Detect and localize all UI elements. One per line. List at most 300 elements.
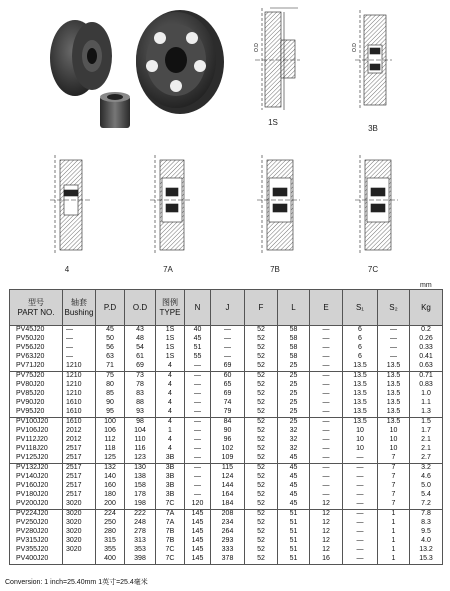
table-cell: 3020 <box>63 546 96 555</box>
table-cell: 52 <box>245 519 278 528</box>
table-cell: 6 <box>343 353 378 362</box>
table-cell: — <box>310 326 343 336</box>
table-cell: 2517 <box>63 445 96 454</box>
column-header-en: L <box>291 302 296 312</box>
section-7c <box>355 155 398 255</box>
section-7a <box>150 155 192 255</box>
table-cell: 1S <box>156 335 185 344</box>
table-cell: PV400J20 <box>10 555 63 565</box>
table-cell: 2517 <box>63 473 96 482</box>
table-cell: 6 <box>343 326 378 336</box>
table-cell: 80 <box>96 381 125 390</box>
table-row <box>10 519 443 528</box>
table-cell: 52 <box>245 418 278 428</box>
table-cell: 51 <box>278 537 310 546</box>
table-cell: 160 <box>96 482 125 491</box>
table-cell: 222 <box>125 510 156 520</box>
table-cell: 4 <box>156 399 185 408</box>
table-cell: 55 <box>185 353 211 362</box>
table-cell: 52 <box>245 510 278 520</box>
table-row <box>10 372 443 382</box>
table-cell: 52 <box>245 362 278 372</box>
table-cell: 52 <box>245 528 278 537</box>
table-cell: 2012 <box>63 436 96 445</box>
table-cell: 110 <box>125 436 156 445</box>
table-cell: PV112J20 <box>10 436 63 445</box>
column-header-en: Kg <box>421 302 431 312</box>
table-cell: PV132J20 <box>10 464 63 474</box>
table-cell: 1 <box>378 546 410 555</box>
table-cell: 4 <box>156 436 185 445</box>
table-cell: 52 <box>245 445 278 454</box>
conversion-note: Conversion: 1 inch=25.40mm 1英寸=25.4毫米 <box>5 579 148 586</box>
table-cell: PV75J20 <box>10 372 63 382</box>
table-cell: — <box>185 418 211 428</box>
table-cell: — <box>63 335 96 344</box>
table-cell: 116 <box>125 445 156 454</box>
table-row <box>10 454 443 464</box>
table-cell: 2.7 <box>410 454 443 464</box>
table-cell: — <box>310 473 343 482</box>
table-cell: 1210 <box>63 362 96 372</box>
table-cell: 7A <box>156 510 185 520</box>
table-cell: 180 <box>96 491 125 500</box>
table-cell: — <box>310 464 343 474</box>
table-cell: 178 <box>125 491 156 500</box>
column-header <box>125 290 156 326</box>
table-cell: 13.5 <box>343 362 378 372</box>
table-cell: — <box>378 326 410 336</box>
table-cell: 3B <box>156 482 185 491</box>
table-cell: 69 <box>211 390 245 399</box>
table-cell: 1.5 <box>410 418 443 428</box>
column-header <box>156 290 185 326</box>
table-cell: 12 <box>310 519 343 528</box>
table-row <box>10 399 443 408</box>
table-cell: — <box>310 381 343 390</box>
table-cell: 0.63 <box>410 362 443 372</box>
table-cell: 45 <box>278 500 310 510</box>
column-header-cn: 图例 <box>162 297 178 307</box>
table-cell: 2517 <box>63 482 96 491</box>
table-cell: PV50J20 <box>10 335 63 344</box>
table-cell: 52 <box>245 353 278 362</box>
table-row <box>10 555 443 565</box>
column-header-en: F <box>258 302 264 312</box>
table-cell: 145 <box>185 555 211 565</box>
table-cell: 7 <box>378 454 410 464</box>
column-header-en: O.D <box>132 302 148 312</box>
table-cell: — <box>343 482 378 491</box>
table-cell: — <box>63 344 96 353</box>
table-cell: — <box>310 335 343 344</box>
table-cell: PV250J20 <box>10 519 63 528</box>
column-header <box>185 290 211 326</box>
table-cell: — <box>343 464 378 474</box>
table-cell: 32 <box>278 436 310 445</box>
column-header-en: S₁ <box>355 302 365 312</box>
table-cell: 52 <box>245 427 278 436</box>
table-cell: 5.0 <box>410 482 443 491</box>
table-row <box>10 362 443 372</box>
table-cell: PV224J20 <box>10 510 63 520</box>
table-cell: 145 <box>185 510 211 520</box>
table-cell: 25 <box>278 390 310 399</box>
table-cell: 52 <box>245 344 278 353</box>
table-cell: PV280J20 <box>10 528 63 537</box>
table-cell: 5.4 <box>410 491 443 500</box>
table-header-row <box>10 290 443 326</box>
table-cell: 378 <box>211 555 245 565</box>
column-header <box>410 290 443 326</box>
table-row <box>10 427 443 436</box>
table-cell: 1.7 <box>410 427 443 436</box>
table-cell: 13.2 <box>410 546 443 555</box>
table-cell: 4 <box>156 408 185 418</box>
table-cell: — <box>63 326 96 336</box>
table-cell: 130 <box>125 464 156 474</box>
table-cell: 90 <box>96 399 125 408</box>
table-row <box>10 408 443 418</box>
table-cell: 71 <box>96 362 125 372</box>
table-cell: 25 <box>278 381 310 390</box>
table-cell: 12 <box>310 500 343 510</box>
table-cell: 13.5 <box>378 418 410 428</box>
pulley-diagrams <box>0 0 450 285</box>
table-cell: — <box>343 491 378 500</box>
table-row <box>10 445 443 454</box>
table-cell: 25 <box>278 399 310 408</box>
table-cell: 13.5 <box>378 362 410 372</box>
table-cell: 52 <box>245 390 278 399</box>
table-cell: 78 <box>125 381 156 390</box>
table-cell: — <box>185 372 211 382</box>
table-cell: 10 <box>378 445 410 454</box>
table-cell: — <box>185 464 211 474</box>
table-cell: 1 <box>378 519 410 528</box>
table-row <box>10 381 443 390</box>
table-cell: 52 <box>245 555 278 565</box>
table-cell: 7 <box>378 491 410 500</box>
table-cell: 1S <box>156 344 185 353</box>
table-cell: 1 <box>378 537 410 546</box>
table-cell: 1 <box>378 510 410 520</box>
od-label-1s: O.D <box>254 43 260 52</box>
table-row <box>10 464 443 474</box>
table-cell: 0.2 <box>410 326 443 336</box>
table-cell: 3B <box>156 473 185 482</box>
table-cell: — <box>211 326 245 336</box>
table-cell: 45 <box>185 335 211 344</box>
table-cell: 3B <box>156 454 185 464</box>
table-cell: 7C <box>156 500 185 510</box>
table-cell: 4.6 <box>410 473 443 482</box>
table-cell: 83 <box>125 390 156 399</box>
table-cell: 4 <box>156 372 185 382</box>
table-cell: 13.5 <box>343 418 378 428</box>
table-cell: — <box>378 353 410 362</box>
table-cell: 145 <box>185 519 211 528</box>
table-cell: 32 <box>278 445 310 454</box>
table-cell: — <box>310 362 343 372</box>
table-cell: 2.1 <box>410 436 443 445</box>
column-header <box>245 290 278 326</box>
table-cell: 1210 <box>63 372 96 382</box>
table-cell: 10 <box>343 436 378 445</box>
table-cell: PV315J20 <box>10 537 63 546</box>
table-cell: 1 <box>378 555 410 565</box>
table-cell: 2517 <box>63 454 96 464</box>
table-cell: 43 <box>125 326 156 336</box>
table-cell: 7 <box>378 473 410 482</box>
table-cell: 355 <box>96 546 125 555</box>
table-cell: — <box>343 555 378 565</box>
table-cell: PV140J20 <box>10 473 63 482</box>
table-cell: 85 <box>96 390 125 399</box>
table-cell: 52 <box>245 408 278 418</box>
table-cell: — <box>185 436 211 445</box>
table-cell: — <box>185 381 211 390</box>
table-cell: 0.41 <box>410 353 443 362</box>
table-cell: 75 <box>96 372 125 382</box>
table-cell: 25 <box>278 372 310 382</box>
table-cell: — <box>343 454 378 464</box>
diagram-label-7b: 7B <box>270 265 280 274</box>
table-cell: 96 <box>211 436 245 445</box>
table-cell: 2517 <box>63 464 96 474</box>
table-cell: 234 <box>211 519 245 528</box>
table-cell: 88 <box>125 399 156 408</box>
table-row <box>10 390 443 399</box>
table-cell: — <box>185 445 211 454</box>
table-cell: 56 <box>96 344 125 353</box>
table-cell: 4 <box>156 362 185 372</box>
table-cell: 1210 <box>63 381 96 390</box>
table-cell: 8.3 <box>410 519 443 528</box>
table-cell: 52 <box>245 335 278 344</box>
table-cell: 2.1 <box>410 445 443 454</box>
table-cell: PV106J20 <box>10 427 63 436</box>
table-cell: 1S <box>156 326 185 336</box>
table-cell: — <box>310 408 343 418</box>
table-cell: 90 <box>211 427 245 436</box>
table-cell: 3B <box>156 491 185 500</box>
table-cell: 250 <box>96 519 125 528</box>
table-cell: — <box>211 353 245 362</box>
table-cell: 98 <box>125 418 156 428</box>
table-cell: — <box>343 473 378 482</box>
table-cell: 52 <box>245 537 278 546</box>
column-header <box>96 290 125 326</box>
table-cell: 278 <box>125 528 156 537</box>
table-cell: 7B <box>156 537 185 546</box>
table-cell: 52 <box>245 482 278 491</box>
table-cell: 6 <box>343 335 378 344</box>
table-cell: 45 <box>278 454 310 464</box>
column-header <box>63 290 96 326</box>
column-header-en: S₂ <box>389 302 398 312</box>
table-cell: PV95J20 <box>10 408 63 418</box>
od-label-3b: O.D <box>352 43 358 52</box>
table-cell: 7C <box>156 555 185 565</box>
column-header-en: TYPE <box>159 307 181 317</box>
table-row <box>10 537 443 546</box>
table-cell <box>63 555 96 565</box>
unit-label: mm <box>420 282 432 289</box>
table-cell: 60 <box>211 372 245 382</box>
table-cell: — <box>310 418 343 428</box>
table-cell: 224 <box>96 510 125 520</box>
diagram-label-4: 4 <box>64 265 70 274</box>
table-cell: 13.5 <box>378 408 410 418</box>
table-cell: — <box>63 353 96 362</box>
table-cell: 54 <box>125 344 156 353</box>
column-header <box>278 290 310 326</box>
section-1s <box>255 8 300 110</box>
table-cell: 52 <box>245 436 278 445</box>
table-cell: 3B <box>156 464 185 474</box>
table-cell: 3020 <box>63 519 96 528</box>
table-cell: — <box>310 344 343 353</box>
table-cell: 32 <box>278 427 310 436</box>
table-cell: 198 <box>125 500 156 510</box>
table-cell: PV45J20 <box>10 326 63 336</box>
table-cell: — <box>185 362 211 372</box>
table-cell: 73 <box>125 372 156 382</box>
table-cell: 398 <box>125 555 156 565</box>
table-cell: 400 <box>96 555 125 565</box>
table-cell: 4 <box>156 381 185 390</box>
column-header-en: Bushing <box>64 307 94 317</box>
table-cell: 13.5 <box>343 381 378 390</box>
table-cell: 1.3 <box>410 408 443 418</box>
table-cell: 333 <box>211 546 245 555</box>
diagram-label-7c: 7C <box>367 265 379 274</box>
table-cell: 4.0 <box>410 537 443 546</box>
table-cell: — <box>185 454 211 464</box>
table-cell: 3020 <box>63 510 96 520</box>
table-cell: — <box>310 482 343 491</box>
section-4 <box>50 155 90 255</box>
table-cell: — <box>343 519 378 528</box>
table-cell: PV85J20 <box>10 390 63 399</box>
table-cell: 0.83 <box>410 381 443 390</box>
table-cell: 125 <box>96 454 125 464</box>
table-cell: — <box>185 390 211 399</box>
table-cell: 124 <box>211 473 245 482</box>
diagram-label-3b: 3B <box>368 124 378 133</box>
table-cell: 7.2 <box>410 500 443 510</box>
table-cell: PV80J20 <box>10 381 63 390</box>
diagram-label-7a: 7A <box>163 265 173 274</box>
table-cell: 13.5 <box>343 399 378 408</box>
table-cell: 132 <box>96 464 125 474</box>
column-header <box>378 290 410 326</box>
table-cell: 45 <box>278 473 310 482</box>
column-header-en: N <box>194 302 201 312</box>
table-cell: — <box>343 500 378 510</box>
table-row <box>10 491 443 500</box>
column-header-en: E <box>323 302 329 312</box>
table-cell: 208 <box>211 510 245 520</box>
table-cell: 52 <box>245 473 278 482</box>
table-cell: — <box>310 390 343 399</box>
table-cell: 74 <box>211 399 245 408</box>
table-cell: 123 <box>125 454 156 464</box>
column-header <box>10 290 63 326</box>
table-cell: 1 <box>156 427 185 436</box>
table-cell: 51 <box>278 546 310 555</box>
table-cell: 45 <box>278 482 310 491</box>
table-cell: 12 <box>310 528 343 537</box>
column-header <box>343 290 378 326</box>
table-row <box>10 510 443 520</box>
table-row <box>10 528 443 537</box>
column-header-en: PART NO. <box>17 307 55 317</box>
table-cell: — <box>343 546 378 555</box>
column-header <box>211 290 245 326</box>
table-cell: 264 <box>211 528 245 537</box>
table-cell: — <box>310 491 343 500</box>
table-cell: 45 <box>278 464 310 474</box>
table-cell: 51 <box>185 344 211 353</box>
table-cell: PV56J20 <box>10 344 63 353</box>
table-cell: 61 <box>125 353 156 362</box>
table-cell: PV180J20 <box>10 491 63 500</box>
table-cell: 4 <box>156 390 185 399</box>
table-cell: PV125J20 <box>10 454 63 464</box>
table-cell: — <box>185 473 211 482</box>
table-cell: 13.5 <box>378 390 410 399</box>
table-cell: 58 <box>278 326 310 336</box>
table-cell: — <box>343 528 378 537</box>
table-cell: 3020 <box>63 528 96 537</box>
table-cell: 1 <box>378 528 410 537</box>
section-3b <box>355 10 392 110</box>
table-cell: 52 <box>245 381 278 390</box>
table-cell: 145 <box>185 546 211 555</box>
table-cell: 52 <box>245 546 278 555</box>
table-cell: — <box>310 436 343 445</box>
table-cell: 10 <box>343 427 378 436</box>
table-cell: 3020 <box>63 500 96 510</box>
table-cell: — <box>343 537 378 546</box>
table-cell: 45 <box>278 491 310 500</box>
table-cell: 69 <box>125 362 156 372</box>
table-row <box>10 353 443 362</box>
table-cell: PV118J20 <box>10 445 63 454</box>
table-cell: 104 <box>125 427 156 436</box>
table-cell: 0.71 <box>410 372 443 382</box>
table-cell: 145 <box>185 537 211 546</box>
table-cell: 100 <box>96 418 125 428</box>
column-header-cn: 型号 <box>28 297 44 307</box>
table-cell: 248 <box>125 519 156 528</box>
table-cell: 353 <box>125 546 156 555</box>
table-row <box>10 436 443 445</box>
table-cell: 144 <box>211 482 245 491</box>
table-cell: PV355J20 <box>10 546 63 555</box>
table-cell: — <box>185 482 211 491</box>
table-row <box>10 418 443 428</box>
table-cell: — <box>310 372 343 382</box>
column-header-en: J <box>225 302 230 312</box>
table-cell: 293 <box>211 537 245 546</box>
column-header-en: P.D <box>103 302 117 312</box>
section-7b <box>257 155 300 255</box>
table-cell: — <box>211 335 245 344</box>
table-cell: — <box>185 491 211 500</box>
